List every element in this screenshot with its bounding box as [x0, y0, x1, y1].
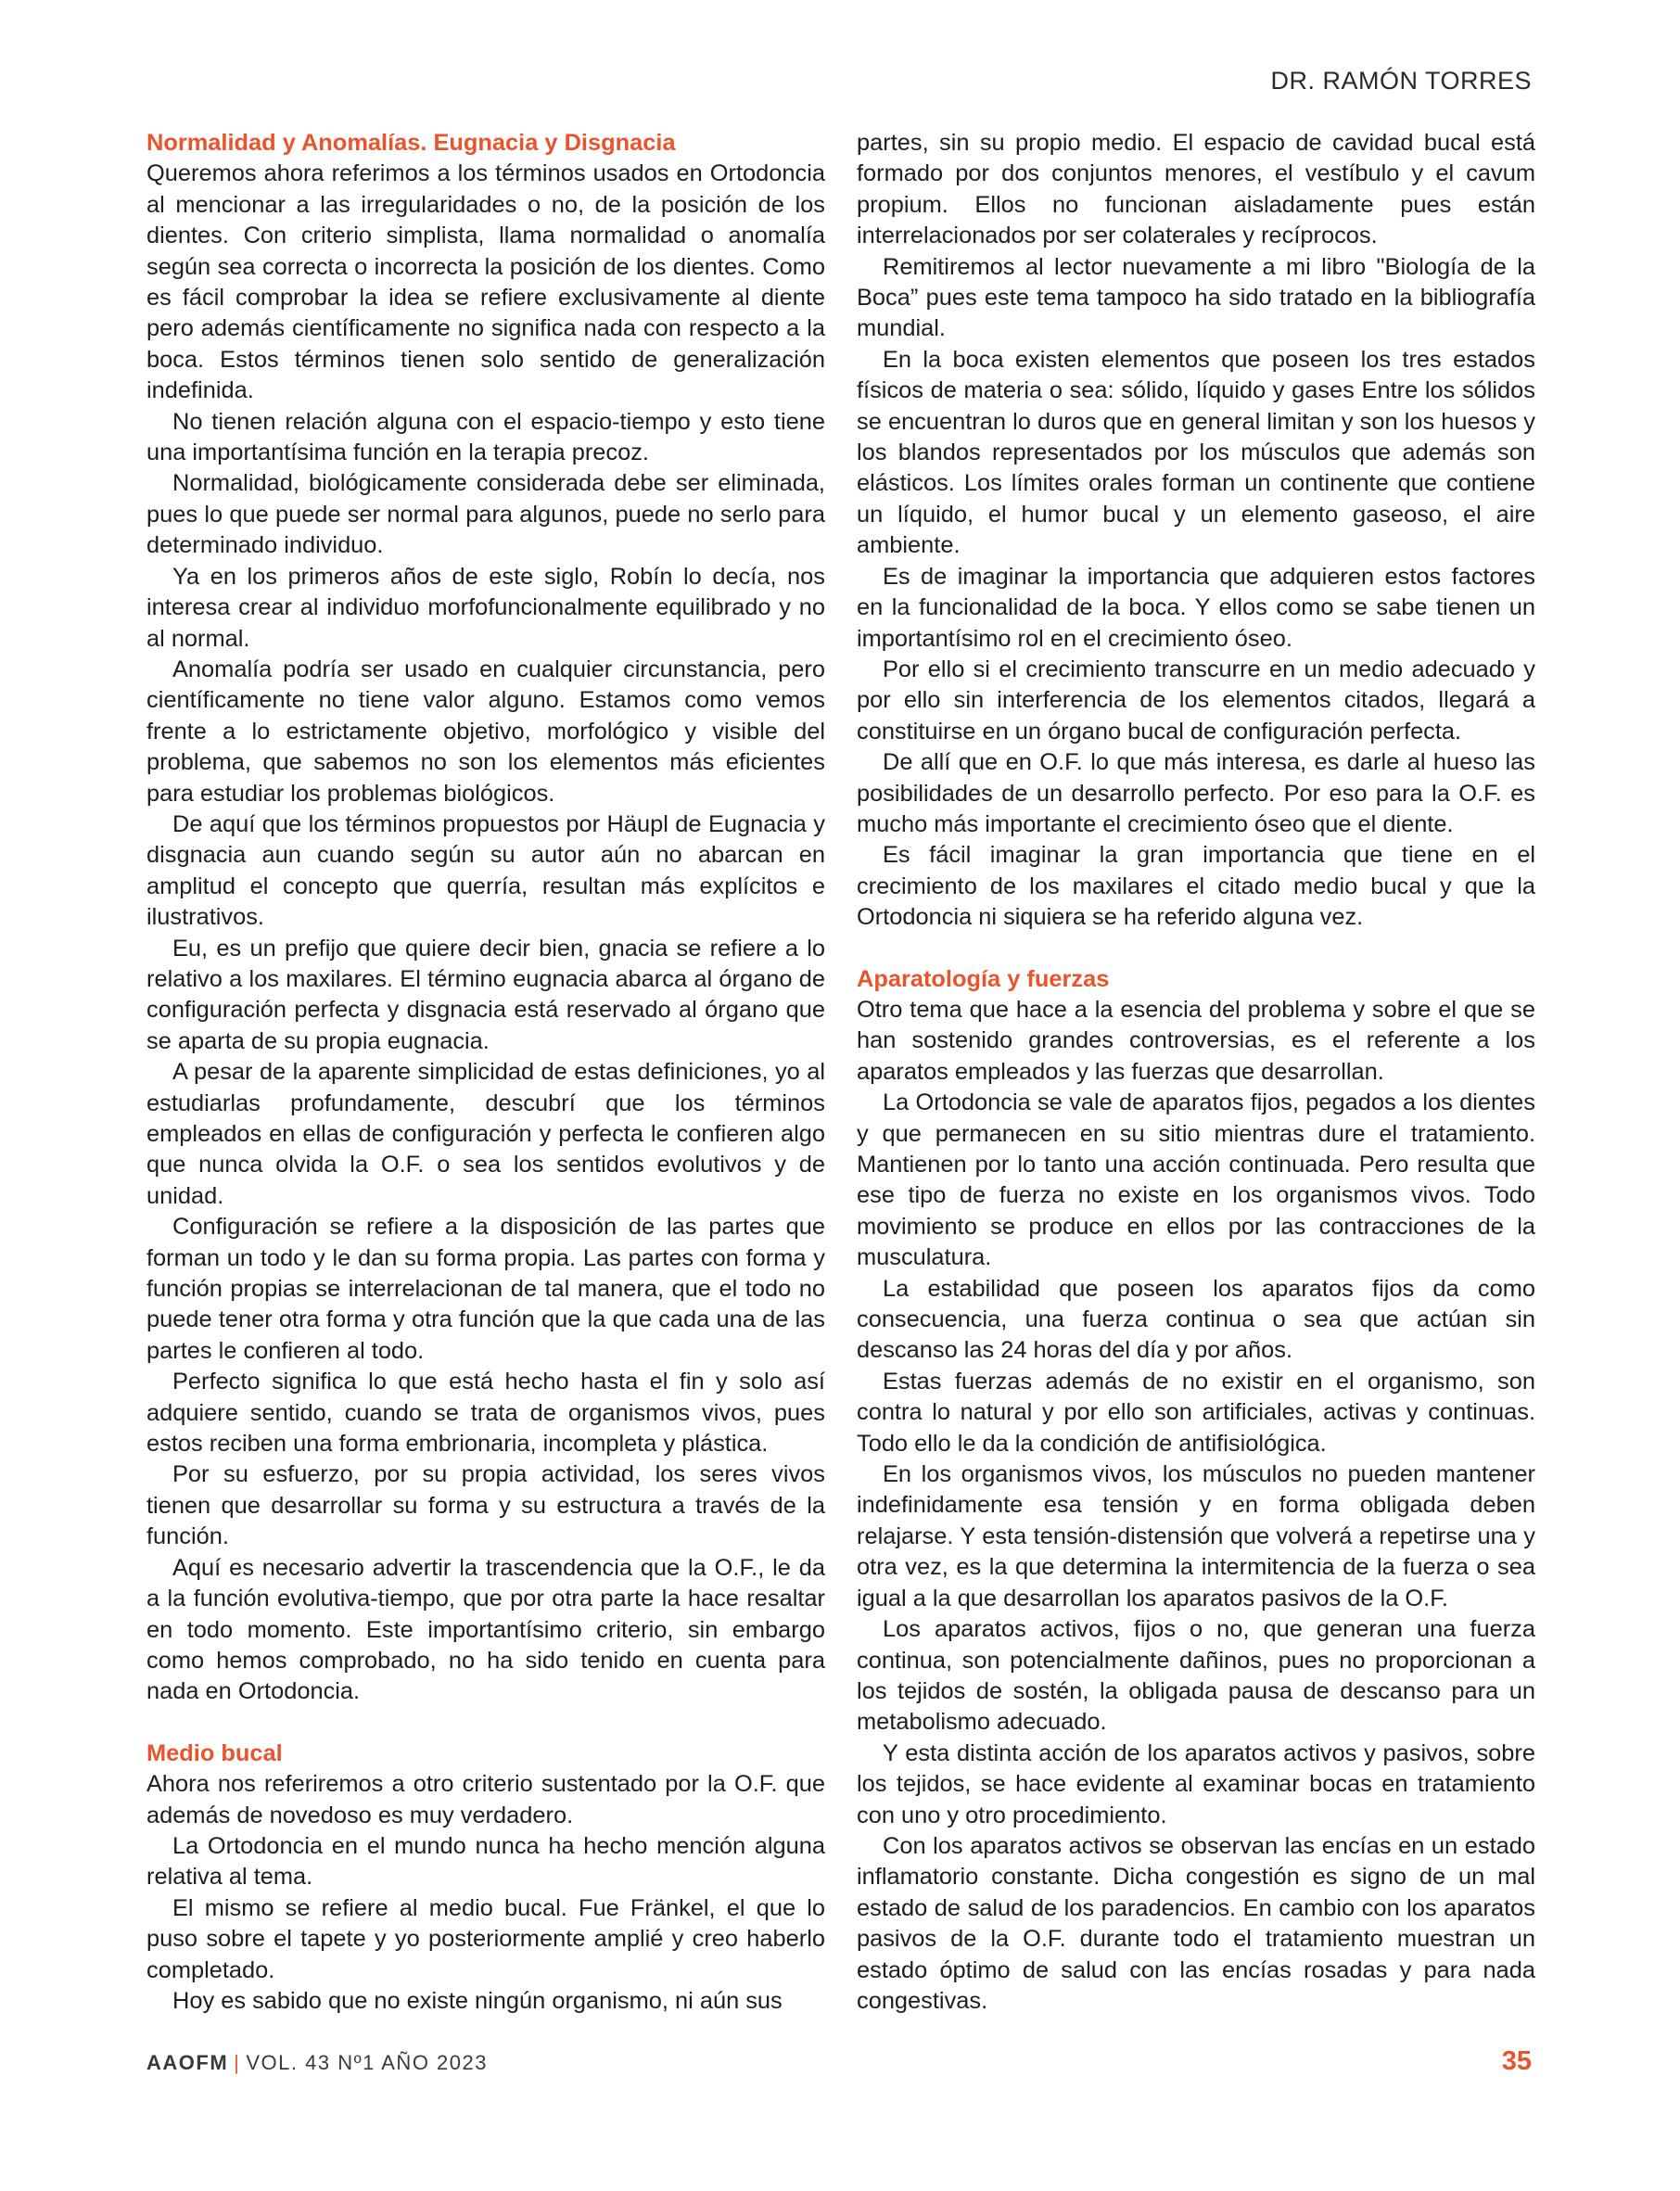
paragraph: Anomalía podría ser usado en cualquier circunstancia, pero científicamente no tiene valor alguno. Estamos como vemos frente a lo estrictamente objetivo, morfológico y visible del problema, que sabemos no son los elementos más eficientes para estudiar los problemas biológicos. [146, 656, 825, 807]
footer-separator: | [234, 2051, 241, 2074]
paragraph: Y esta distinta acción de los aparatos activos y pasivos, sobre los tejidos, se hace evidente al examinar bocas en tratamiento con uno y otro procedimiento. [857, 1739, 1535, 1828]
paragraph: En los organismos vivos, los músculos no pueden mantener indefinidamente esa tensión y en forma obligada deben relajarse. Y esta tensión-distensión que volverá a repetirse una y otra vez, es la que determina la intermitencia de la fuerza o sea igual a la que desarrollan los aparatos pasivos de la O.F. [857, 1461, 1535, 1611]
paragraph: De aquí que los términos propuestos por Häupl de Eugnacia y disgnacia aun cuando según su autor aún no abarcan en amplitud el concepto que querría, resultan más explícitos e ilustrativos. [146, 810, 825, 931]
paragraph: La Ortodoncia en el mundo nunca ha hecho mención alguna relativa al tema. [146, 1832, 825, 1891]
paragraph: A pesar de la aparente simplicidad de estas definiciones, yo al estudiarlas profundamente, descubrí que los términos empleados en ellas de configuración y perfecta le confieren algo que nunca olvida la O.F. o sea los sentidos evolutivos y de unidad. [146, 1059, 825, 1209]
paragraph: En la boca existen elementos que poseen los tres estados físicos de materia o sea: sólido, líquido y gases Entre los sólidos se encuentran lo duros que en general limitan y son los huesos y los blandos representados por los músculos que además son elásticos. Los límites orales forman un continente que contiene un líquido, el humor bucal y un elemento gaseoso, el aire ambiente. [857, 346, 1535, 559]
paragraph: El mismo se refiere al medio bucal. Fue Fränkel, el que lo puso sobre el tapete y yo posteriormente amplié y creo haberlo completado. [146, 1894, 825, 1983]
paragraph: Con los aparatos activos se observan las encías en un estado inflamatorio constante. Dicha congestión es signo de un mal estado de salud de los paradencios. En cambio con los aparatos pasivos de la O.F. durante todo el tratamiento muestran un estado óptimo de salud con las encías rosadas y para nada congestivas. [857, 1832, 1535, 2014]
section-title-aparatologia: Aparatología y fuerzas [857, 965, 1110, 992]
paragraph: Estas fuerzas además de no existir en el organismo, son contra lo natural y por ello son artificiales, activas y continuas. Todo ello le da la condición de antifisiológica. [857, 1368, 1535, 1457]
paragraph: Normalidad, biológicamente considerada debe ser eliminada, pues lo que puede ser normal para algunos, puede no serlo para determinado individuo. [146, 470, 825, 559]
paragraph: La estabilidad que poseen los aparatos fijos da como consecuencia, una fuerza continua o sea que actúan sin descanso las 24 horas del día y por años. [857, 1275, 1535, 1364]
paragraph: Otro tema que hace a la esencia del problema y sobre el que se han sostenido grandes controversias, es el referente a los aparatos empleados y las fuerzas que desarrollan. [857, 996, 1535, 1085]
paragraph: La Ortodoncia se vale de aparatos fijos, pegados a los dientes y que permanecen en su sitio mientras dure el tratamiento. Mantienen por lo tanto una acción continuada. Pero resulta que ese tipo de fuerza no existe en los organismos vivos. Todo movimiento se produce en ellos por las contracciones de la musculatura. [857, 1089, 1535, 1271]
paragraph: Perfecto significa lo que está hecho hasta el fin y solo así adquiere sentido, cuando se trata de organismos vivos, pues estos reciben una forma embrionaria, incompleta y plástica. [146, 1369, 825, 1458]
paragraph: Ahora nos referiremos a otro criterio sustentado por la O.F. que además de novedoso es muy verdadero. [146, 1771, 825, 1828]
paragraph: Por ello si el crecimiento transcurre en un medio adecuado y por ello sin interferencia de los elementos citados, llegará a constituirse en un órgano bucal de configuración perfecta. [857, 656, 1535, 745]
paragraph-continued: partes, sin su propio medio. El espacio de cavidad bucal está formado por dos conjuntos menores, el vestíbulo y el cavum propium. Ellos no funcionan aisladamente pues están interrelacionados por ser colaterales y recíprocos. [857, 130, 1535, 249]
paragraph: De allí que en O.F. lo que más interesa, es darle al hueso las posibilidades de un desarrollo perfecto. Por eso para la O.F. es mucho más importante el crecimiento óseo que el diente. [857, 749, 1535, 837]
paragraph: Aquí es necesario advertir la trascendencia que la O.F., le da a la función evolutiva-tiempo, que por otra parte la hace resaltar en todo momento. Este importantísimo criterio, sin embargo como hemos comprobado, no ha sido tenido en cuenta para nada en Ortodoncia. [146, 1554, 825, 1705]
journal-name: AAOFM [146, 2051, 229, 2074]
footer-citation [146, 2051, 488, 2075]
paragraph: Ya en los primeros años de este siglo, Robín lo decía, nos interesa crear al individuo morfofuncionalmente equilibrado y no al normal. [146, 563, 825, 652]
paragraph: Queremos ahora referimos a los términos usados en Ortodoncia al mencionar a las irregularidades o no, de la posición de los dientes. Con criterio simplista, llama normalidad o anomalía según sea correcta o incorrecta la posición de los dientes. Como es fácil comprobar la idea se refiere exclusivamente al diente pero además científicamente no significa nada con respecto a la boca. Estos términos tienen solo sentido de generalización indefinida. [146, 160, 825, 404]
section-title-medio-bucal: Medio bucal [146, 1739, 283, 1766]
paragraph: Eu, es un prefijo que quiere decir bien, gnacia se refiere a lo relativo a los maxilares. El término eugnacia abarca al órgano de configuración perfecta y disgnacia está reservado al órgano que se aparta de su propia eugnacia. [146, 935, 825, 1054]
issue-info: VOL. 43 Nº1 AÑO 2023 [246, 2051, 488, 2074]
paragraph: No tienen relación alguna con el espacio-tiempo y esto tiene una importantísima función en la terapia precoz. [146, 408, 825, 466]
paragraph: Es fácil imaginar la gran importancia que tiene en el crecimiento de los maxilares el citado medio bucal y que la Ortodoncia ni siquiera se ha referido alguna vez. [857, 842, 1535, 931]
paragraph: Configuración se refiere a la disposición de las partes que forman un todo y le dan su forma propia. Las partes con forma y función propias se interrelacionan de tal manera, que el todo no puede tener otra forma y otra función que la que cada una de las partes le confieren al todo. [146, 1214, 825, 1364]
left-column [146, 128, 825, 2017]
paragraph: Remitiremos al lector nuevamente a mi libro "Biología de la Boca” pues este tema tampoco ha sido tratado en la bibliografía mundial. [857, 253, 1535, 342]
page-number: 35 [1501, 2046, 1532, 2076]
paragraph: Los aparatos activos, fijos o no, que generan una fuerza continua, son potencialmente dañinos, pues no proporcionan a los tejidos de sostén, la obligada pausa de descanso para un metabolismo adecuado. [857, 1616, 1535, 1736]
paragraph: Por su esfuerzo, por su propia actividad, los seres vivos tienen que desarrollar su forma y su estructura a través de la función. [146, 1461, 825, 1550]
section-title-normalidad: Normalidad y Anomalías. Eugnacia y Disgnacia [146, 130, 676, 156]
paragraph: Hoy es sabido que no existe ningún organismo, ni aún sus [172, 1987, 783, 2014]
running-head-author: DR. RAMÓN TORRES [1270, 67, 1532, 95]
paragraph: Es de imaginar la importancia que adquieren estos factores en la funcionalidad de la boca. Y ellos como se sabe tienen un importantísimo rol en el crecimiento óseo. [857, 563, 1535, 652]
right-column [857, 128, 1535, 2017]
